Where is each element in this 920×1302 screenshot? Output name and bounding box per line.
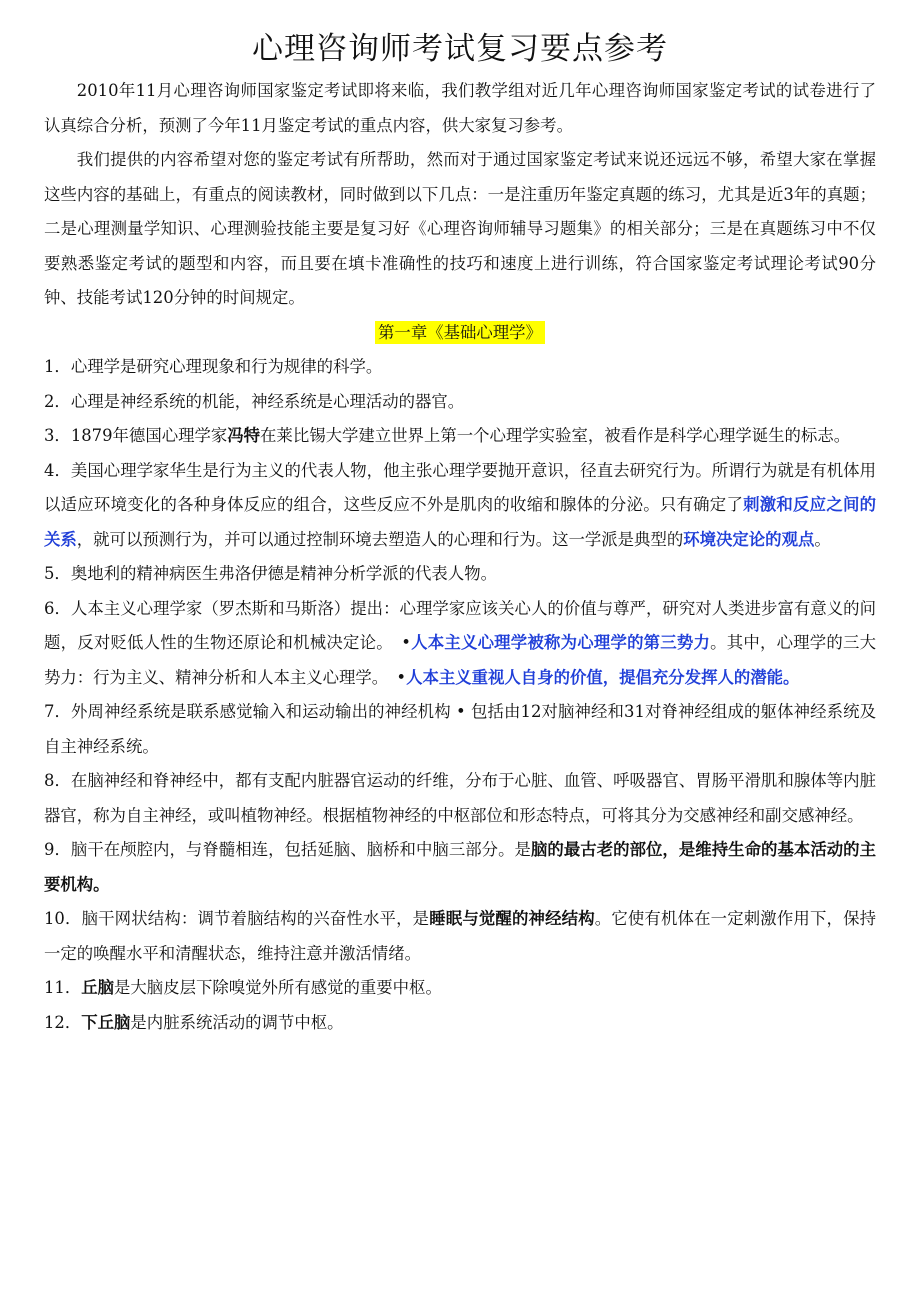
- list-item-5: 5．奥地利的精神病医生弗洛伊德是精神分析学派的代表人物。: [44, 564, 497, 583]
- list-item-text: 6．人本主义心理学家（罗杰斯和马斯洛）提出：心理学家应该关心人的价值与尊严，研究对人类进步富有意义的问题，反对贬低人性的生物还原论和机械决定论。 •: [44, 598, 876, 652]
- list-item-2: 2．心理是神经系统的机能，神经系统是心理活动的器官。: [44, 391, 465, 411]
- list-item-10: [44, 902, 876, 971]
- list-item-8: 8．在脑神经和脊神经中，都有支配内脏器官运动的纤维，分布于心脏、血管、呼吸器官、胃肠平滑肌和腺体等内脏器官，称为自主神经，或叫植物神经。根据植物神经的中枢部位和形态特点，可将其分为交感神经和副交感神经。: [44, 771, 876, 825]
- list-item-9: [44, 833, 876, 902]
- list-item-11: [44, 971, 876, 1006]
- list-item-7: 7．外周神经系统是联系感觉输入和运动输出的神经机构 • 包括由12对脑神经和31对脊神经组成的躯体神经系统及自主神经系统。: [44, 702, 876, 756]
- list-item-text: 。: [814, 529, 831, 549]
- highlight-text: 人本主义心理学被称为心理学的第三势力: [410, 633, 711, 652]
- list-item-text: 。其中，心理学的三大势力：行为主义、精神分析和人本主义心理学。 •: [44, 633, 877, 687]
- intro-paragraph-1: 2010年11月心理咨询师国家鉴定考试即将来临，我们教学组对近几年心理咨询师国家鉴定考试的试卷进行了认真综合分析，预测了今年11月鉴定考试的重点内容，供大家复习参考。: [44, 81, 876, 135]
- emphasis-text: 丘脑: [81, 978, 115, 997]
- list-item-text: 是内脏系统活动的调节中枢。: [130, 1012, 344, 1032]
- intro-paragraph-2: 我们提供的内容希望对您的鉴定考试有所帮助，然而对于通过国家鉴定考试来说还远远不够，希望大家在掌握这些内容的基础上，有重点的阅读教材，同时做到以下几点：一是注重历年鉴定真题的练习，尤其是近3年的真题；二是心理测量学知识、心理测验技能主要是复习好《心理咨询师辅导习题集》的相关部分；三是在真题练习中不仅要熟悉鉴定考试的题型和内容，而且要在填卡准确性的技巧和速度上进行训练，符合国家鉴定考试理论考试90分钟、技能考试120分钟的时间规定。: [44, 150, 876, 307]
- list-item-text: 9．脑干在颅腔内，与脊髓相连，包括延脑、脑桥和中脑三部分。是: [44, 840, 531, 859]
- list-item-3: [44, 419, 876, 454]
- chapter-heading-highlight: 第一章《基础心理学》: [375, 321, 545, 344]
- list-item-text: 是大脑皮层下除嗅觉外所有感觉的重要中枢。: [114, 978, 442, 997]
- emphasis-text: 下丘脑: [81, 1012, 131, 1032]
- list-item-text: 。它使有机体在一定刺激作用下，保持一定的唤醒水平和清醒状态，维持注意并激活情绪。: [44, 909, 877, 963]
- emphasis-text: 冯特: [227, 426, 261, 445]
- list-item-text: 在莱比锡大学建立世界上第一个心理学实验室，被看作是科学心理学诞生的标志。: [260, 426, 851, 445]
- highlight-text: 环境决定论的观点: [683, 529, 815, 549]
- list-item-text: 3．1879年德国心理学家: [44, 426, 228, 445]
- list-item-1: 1．心理学是研究心理现象和行为规律的科学。: [44, 357, 383, 376]
- chapter-heading: [44, 316, 876, 351]
- list-item-text: ，就可以预测行为，并可以通过控制环境去塑造人的心理和行为。这一学派是典型的: [76, 529, 684, 549]
- list-item-4: [44, 454, 876, 558]
- list-item-text: 4．美国心理学家华生是行为主义的代表人物，他主张心理学要抛开意识，径直去研究行为。所谓行为就是有机体用以适应环境变化的各种身体反应的组合，这些反应不外是肌肉的收缩和腺体的分泌。只有确定了: [44, 460, 876, 514]
- emphasis-text: 脑的最古老的部位，是维持生命的基本活动的主要机构。: [44, 840, 876, 894]
- list-item-text: 12．: [44, 1012, 82, 1032]
- page-title: 心理咨询师考试复习要点参考: [252, 31, 668, 67]
- highlight-text: 刺激和反应之间的关系: [44, 495, 876, 549]
- list-item-12: [44, 1006, 876, 1041]
- highlight-text: 人本主义重视人自身的价值，提倡充分发挥人的潜能。: [406, 667, 800, 687]
- emphasis-text: 睡眠与觉醒的神经结构: [429, 909, 595, 928]
- list-item-text: 11．: [44, 978, 82, 997]
- list-item-6: [44, 592, 876, 696]
- list-item-text: 10．脑干网状结构：调节着脑结构的兴奋性水平，是: [44, 909, 430, 928]
